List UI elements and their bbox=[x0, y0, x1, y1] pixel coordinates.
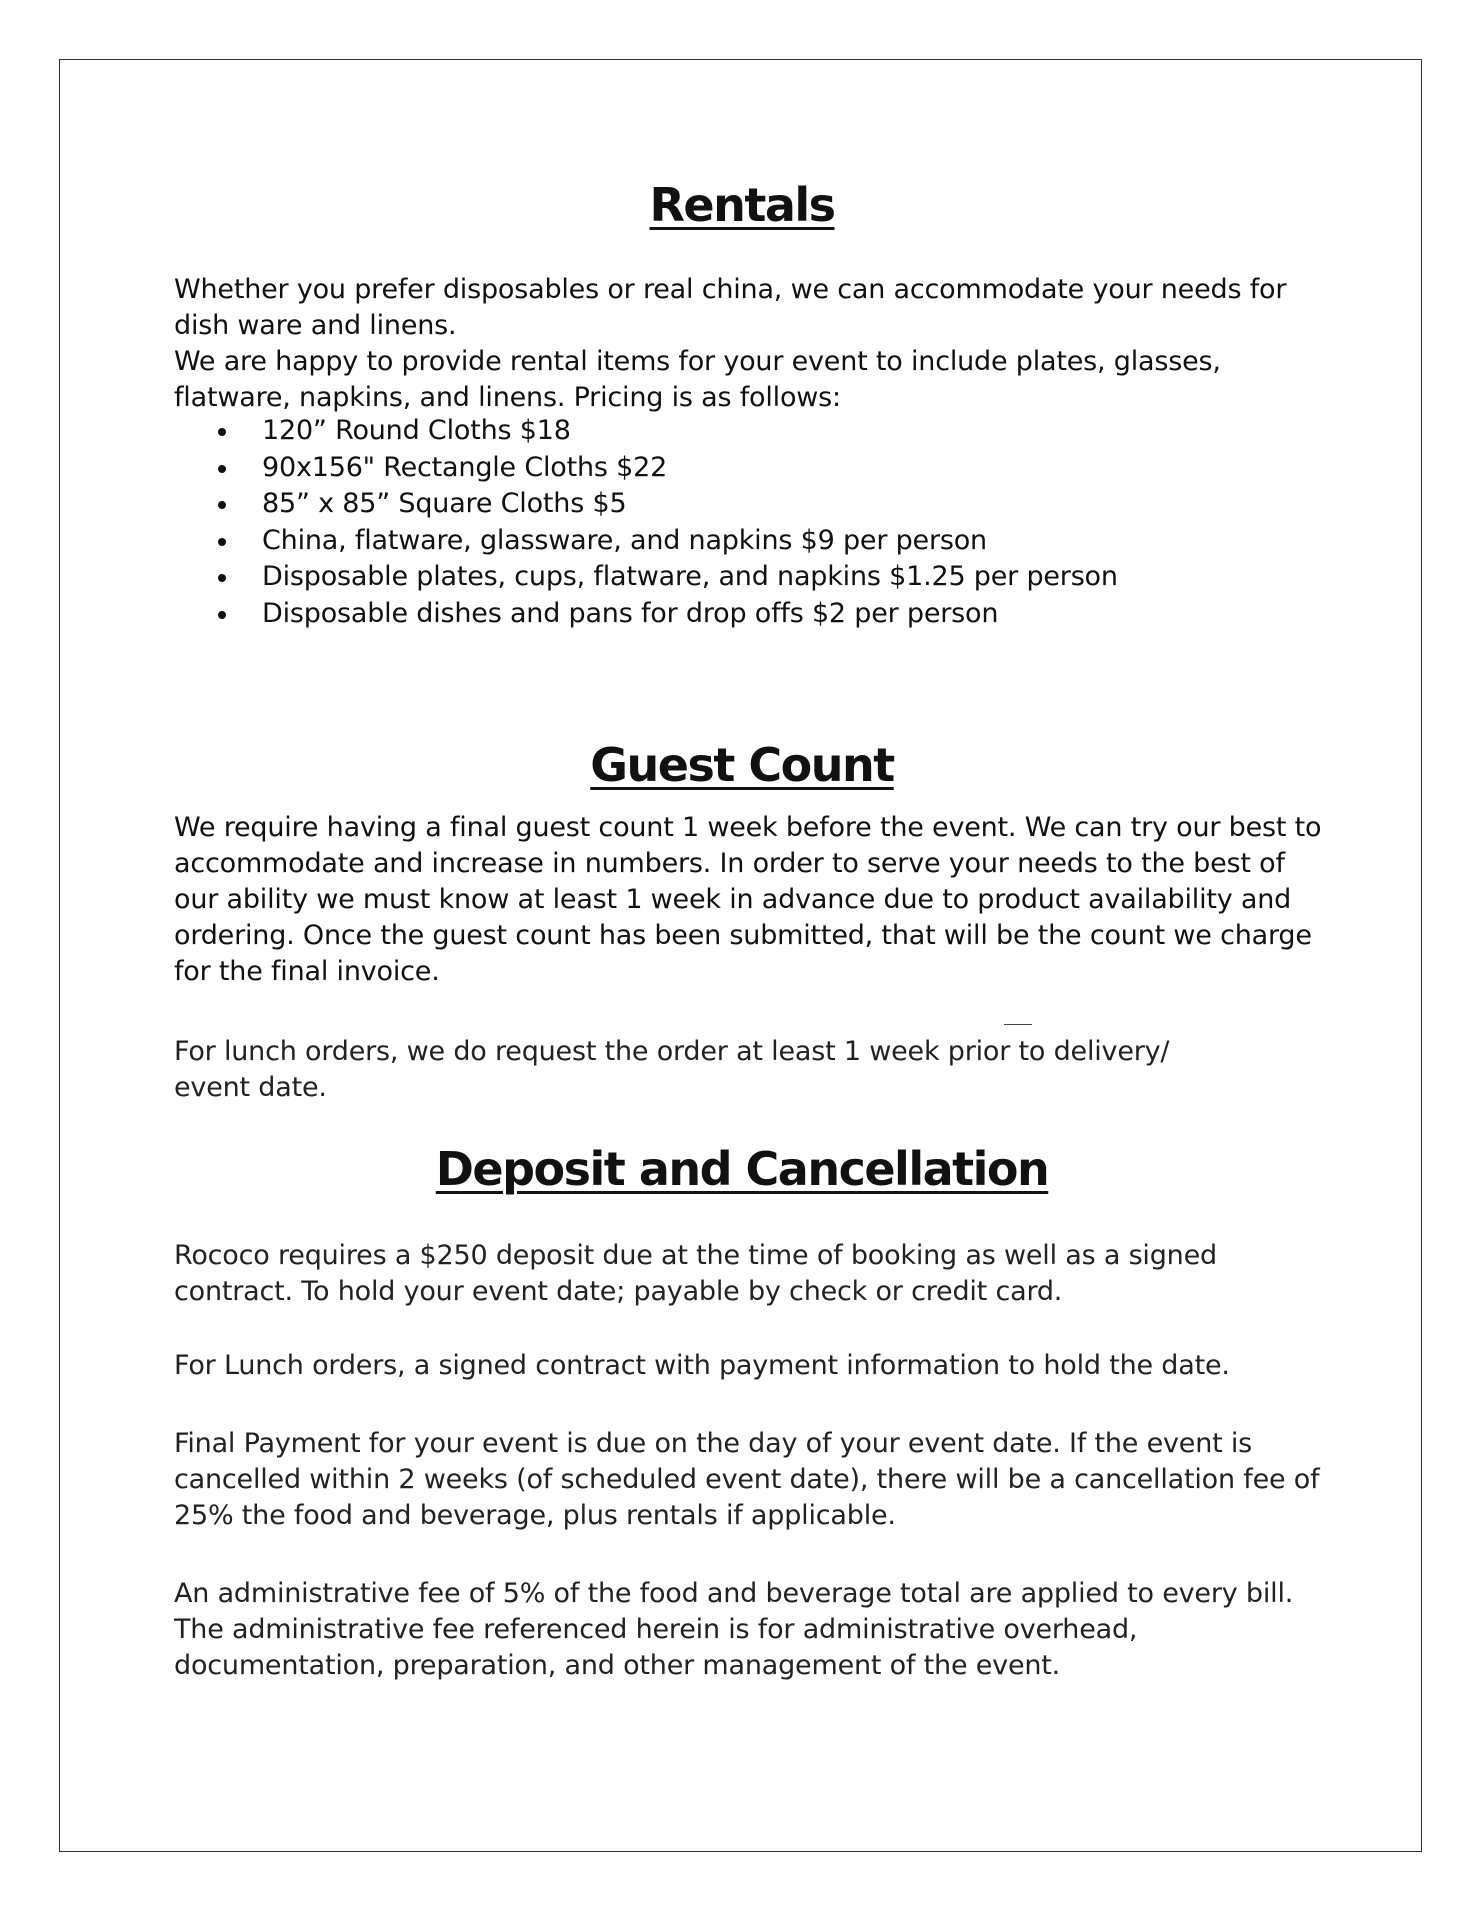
rental-item-disposable-dishes: Disposable dishes and pans for drop offs $2 per person bbox=[262, 597, 999, 629]
bullet-icon bbox=[218, 574, 226, 582]
list-item bbox=[174, 596, 1324, 633]
bullet-icon bbox=[218, 538, 226, 546]
rentals-title bbox=[0, 178, 1484, 232]
guest-count-title-text: Guest Count bbox=[590, 738, 894, 792]
lunch-contract-policy: For Lunch orders, a signed contract with payment information to hold the date. bbox=[174, 1350, 1230, 1381]
administrative-fee-policy: An administrative fee of 5% of the food and beverage total are applied to every bill. The administrative fee referenced herein is for administrative overhead, documentation, preparation, and other management of the event. bbox=[174, 1578, 1294, 1681]
rental-item-square-cloths: 85” x 85” Square Cloths $5 bbox=[262, 488, 627, 519]
bullet-icon bbox=[218, 428, 226, 436]
bullet-icon bbox=[218, 611, 226, 619]
rentals-pricing-intro: We are happy to provide rental items for your event to include plates, glasses, flatware, napkins, and linens. Pricing is as follows: bbox=[174, 346, 1221, 413]
divider bbox=[1004, 1024, 1032, 1025]
list-item bbox=[174, 523, 1324, 560]
rental-item-china: China, flatware, glassware, and napkins $9 per person bbox=[262, 524, 987, 556]
list-item bbox=[174, 450, 1324, 487]
list-item bbox=[174, 486, 1324, 523]
deposit-title-text: Deposit and Cancellation bbox=[435, 1142, 1049, 1196]
final-payment-policy: Final Payment for your event is due on the day of your event date. If the event is cancelled within 2 weeks (of scheduled event date), there will be a cancellation fee of 25% the food and beverage, plus rentals if applicable. bbox=[174, 1428, 1320, 1531]
rentals-intro: Whether you prefer disposables or real china, we can accommodate your needs for dish ware and linens. bbox=[174, 274, 1287, 341]
guest-count-title bbox=[0, 738, 1484, 792]
rental-item-disposable-plates: Disposable plates, cups, flatware, and napkins $1.25 per person bbox=[262, 561, 1118, 592]
rentals-price-list bbox=[174, 413, 1324, 632]
rental-item-round-cloths: 120” Round Cloths $18 bbox=[262, 415, 571, 446]
list-item bbox=[174, 413, 1324, 450]
deposit-title bbox=[0, 1142, 1484, 1196]
lunch-order-notice: For lunch orders, we do request the order at least 1 week prior to delivery/ event date. bbox=[174, 1036, 1170, 1103]
list-item bbox=[174, 559, 1324, 596]
guest-count-policy: We require having a final guest count 1 week before the event. We can try our best to accommodate and increase in numbers. In order to serve your needs to the best of our ability we must know at least 1 week in advance due to product availability and ordering. Once the guest count has been submitted, that will be the count we charge for the final invoice. bbox=[174, 812, 1322, 987]
bullet-icon bbox=[218, 501, 226, 509]
deposit-policy: Rococo requires a $250 deposit due at the time of booking as well as a signed contract. To hold your event date; payable by check or credit card. bbox=[174, 1240, 1217, 1307]
rentals-title-text: Rentals bbox=[649, 178, 835, 232]
bullet-icon bbox=[218, 465, 226, 473]
rental-item-rectangle-cloths: 90x156" Rectangle Cloths $22 bbox=[262, 451, 668, 483]
